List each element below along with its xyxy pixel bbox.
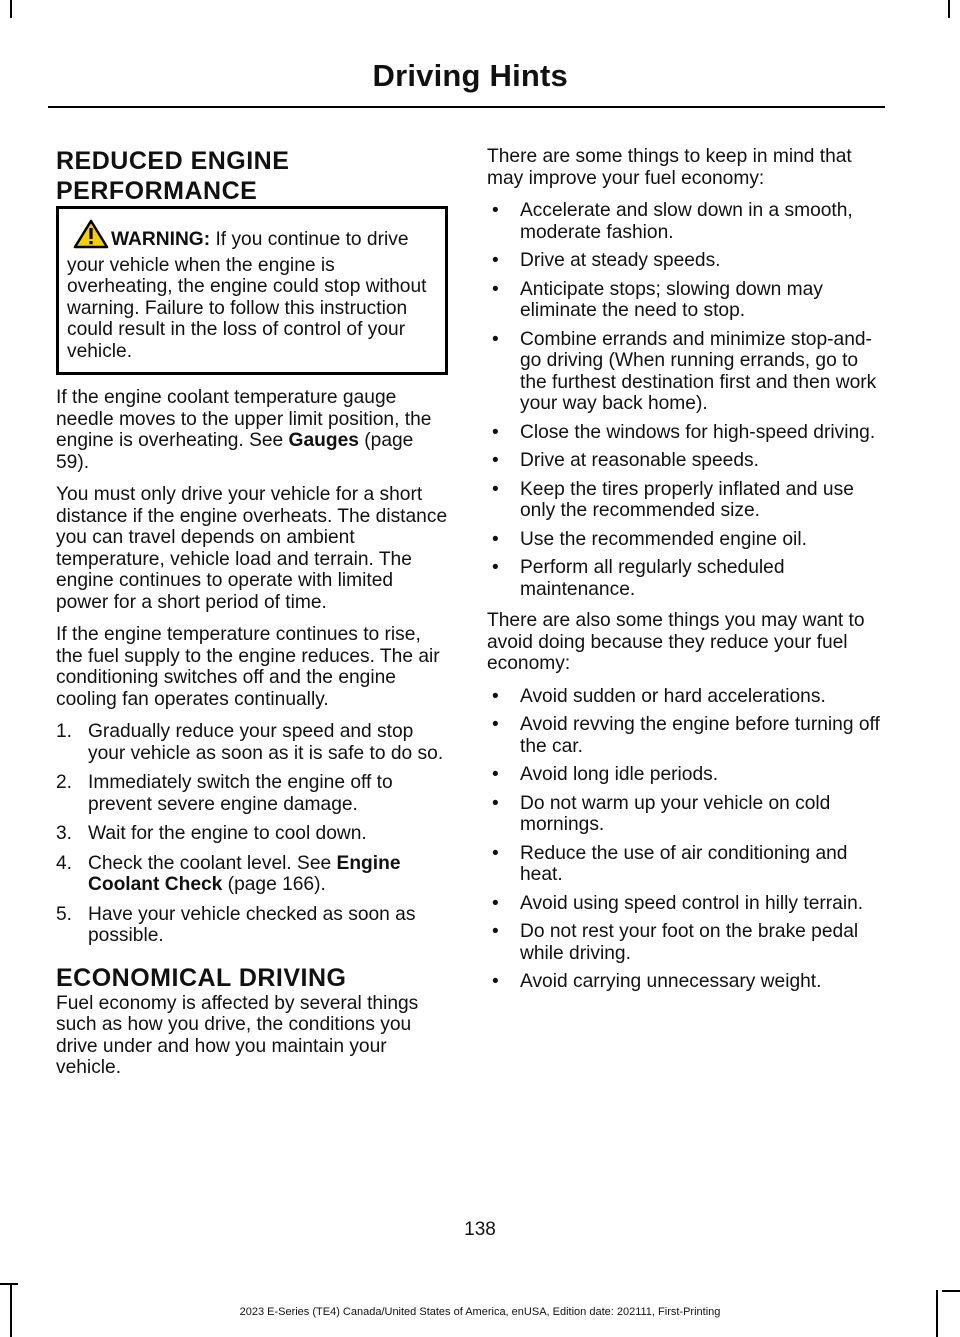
- crop-mark-top-left: [10, 0, 12, 18]
- warning-box: [56, 206, 448, 375]
- tip-text: Use the recommended engine oil.: [520, 528, 807, 550]
- improve-tips-list: [487, 200, 885, 600]
- page-number: 138: [464, 1219, 496, 1240]
- list-item: [487, 329, 885, 415]
- header-divider: [48, 106, 885, 108]
- page-header-title: Driving Hints: [372, 58, 568, 93]
- list-item: [56, 823, 448, 845]
- tip-text: Avoid revving the engine before turning off the car.: [520, 714, 880, 757]
- step-number: 4.: [56, 852, 73, 874]
- bullet: •: [492, 278, 499, 300]
- bullet: •: [492, 685, 499, 707]
- step-number: 5.: [56, 903, 73, 925]
- tip-text: Do not rest your foot on the brake pedal while driving.: [520, 921, 859, 964]
- step-number: 2.: [56, 772, 73, 793]
- tip-text: Drive at steady speeds.: [520, 250, 721, 271]
- paragraph-improve-intro: There are some things to keep in mind that may improve your fuel economy:: [487, 146, 852, 189]
- heading-line-2: PERFORMANCE: [56, 177, 258, 205]
- tip-text: Perform all regularly scheduled maintenance.: [520, 557, 785, 600]
- list-item: [487, 250, 885, 272]
- paragraph-overheating: [56, 387, 448, 473]
- warning-triangle-icon: [73, 219, 109, 255]
- bullet: •: [492, 528, 499, 550]
- list-item: [487, 793, 885, 836]
- bullet: •: [492, 250, 499, 271]
- list-item: [56, 721, 448, 764]
- step-text: Have your vehicle checked as soon as possible.: [88, 903, 416, 946]
- list-item: [487, 200, 885, 243]
- steps-list: [56, 721, 448, 947]
- step-text: Gradually reduce your speed and stop your vehicle as soon as it is safe to do so.: [88, 721, 444, 764]
- warning-label: WARNING:: [111, 229, 211, 250]
- list-item: [487, 557, 885, 600]
- bullet: •: [492, 200, 499, 221]
- list-item: [487, 843, 885, 886]
- tip-text: Combine errands and minimize stop-and-go driving (When running errands, go to the furthest destination first and then work your way back home).: [520, 328, 877, 414]
- list-item: [487, 893, 885, 915]
- right-column: [487, 146, 885, 1003]
- list-item: [487, 479, 885, 522]
- tip-text: Avoid carrying unnecessary weight.: [520, 971, 822, 992]
- list-item: [487, 686, 885, 708]
- bullet: •: [492, 450, 499, 471]
- paragraph-temperature-rise: If the engine temperature continues to rise, the fuel supply to the engine reduces. The air conditioning switches off and the engine cooling fan operates continually.: [56, 624, 440, 710]
- tip-text: Close the windows for high-speed driving.: [520, 421, 876, 443]
- paragraph-short-distance: You must only drive your vehicle for a short distance if the engine overheats. The distance you can travel depends on ambient temperature, vehicle load and terrain. The engine continues to operate with limited power for a short period of time.: [56, 484, 448, 613]
- step-text: Check the coolant level. See: [88, 852, 337, 874]
- step-number: 1.: [56, 721, 73, 742]
- bullet: •: [492, 421, 499, 443]
- list-item: [487, 921, 885, 964]
- step-text: Immediately switch the engine off to prevent severe engine damage.: [88, 772, 393, 815]
- step-page-ref: (page 166).: [222, 874, 326, 895]
- gauges-page-ref: (page 59).: [56, 430, 414, 473]
- bullet: •: [492, 764, 499, 785]
- list-item: [487, 450, 885, 472]
- crop-mark-bottom-left-h: [0, 1283, 18, 1285]
- tip-text: Avoid using speed control in hilly terrain.: [520, 892, 864, 914]
- bullet: •: [492, 792, 499, 814]
- bullet: •: [492, 478, 499, 500]
- list-item: [487, 279, 885, 322]
- engine-coolant-check-link[interactable]: Engine Coolant Check: [88, 852, 401, 895]
- tip-text: Accelerate and slow down in a smooth, moderate fashion.: [520, 200, 853, 243]
- bullet: •: [492, 557, 499, 578]
- heading-line-1: REDUCED ENGINE: [56, 147, 290, 175]
- tip-text: Avoid sudden or hard accelerations.: [520, 685, 826, 707]
- list-item: [487, 764, 885, 786]
- step-number: 3.: [56, 823, 73, 844]
- list-item: [487, 529, 885, 551]
- gauges-link[interactable]: Gauges: [288, 430, 359, 451]
- bullet: •: [492, 842, 499, 864]
- bullet: •: [492, 328, 499, 350]
- warning-text: If you continue to drive your vehicle when the engine is overheating, the engine could stop without warning. Failure to follow this instruction could result in the loss of control of your vehicle.: [67, 229, 427, 362]
- paragraph-overheating-text: If the engine coolant temperature gauge needle moves to the upper limit position, the engine is overheating. See: [56, 387, 432, 451]
- tip-text: Anticipate stops; slowing down may eliminate the need to stop.: [520, 278, 823, 321]
- footer-edition-info: 2023 E-Series (TE4) Canada/United States of America, enUSA, Edition date: 202111, First-Printing: [239, 1306, 721, 1318]
- bullet: •: [492, 714, 499, 735]
- list-item: [56, 853, 448, 896]
- tip-text: Keep the tires properly inflated and use only the recommended size.: [520, 478, 854, 521]
- bullet: •: [492, 971, 499, 992]
- bullet: •: [492, 921, 499, 942]
- list-item: [56, 772, 448, 815]
- list-item: [56, 904, 448, 947]
- crop-mark-top-right: [948, 0, 950, 18]
- crop-mark-bottom-right-h: [942, 1290, 960, 1292]
- tip-text: Do not warm up your vehicle on cold mornings.: [520, 792, 831, 835]
- tip-text: Drive at reasonable speeds.: [520, 450, 759, 471]
- tip-text: Reduce the use of air conditioning and heat.: [520, 842, 848, 885]
- list-item: [487, 714, 885, 757]
- list-item: [487, 971, 885, 993]
- list-item: [487, 422, 885, 444]
- paragraph-fuel-economy: Fuel economy is affected by several things such as how you drive, the conditions you drive under and how you maintain your vehicle.: [56, 992, 419, 1078]
- left-column: [56, 146, 448, 1090]
- step-text: Wait for the engine to cool down.: [88, 823, 367, 844]
- tip-text: Avoid long idle periods.: [520, 764, 719, 785]
- paragraph-avoid-intro: There are also some things you may want to avoid doing because they reduce your fuel economy:: [487, 610, 865, 674]
- bullet: •: [492, 892, 499, 914]
- avoid-tips-list: [487, 686, 885, 993]
- section-heading-economical-driving: ECONOMICAL DRIVING: [56, 963, 347, 992]
- section-heading-reduced-engine-performance: [56, 146, 448, 206]
